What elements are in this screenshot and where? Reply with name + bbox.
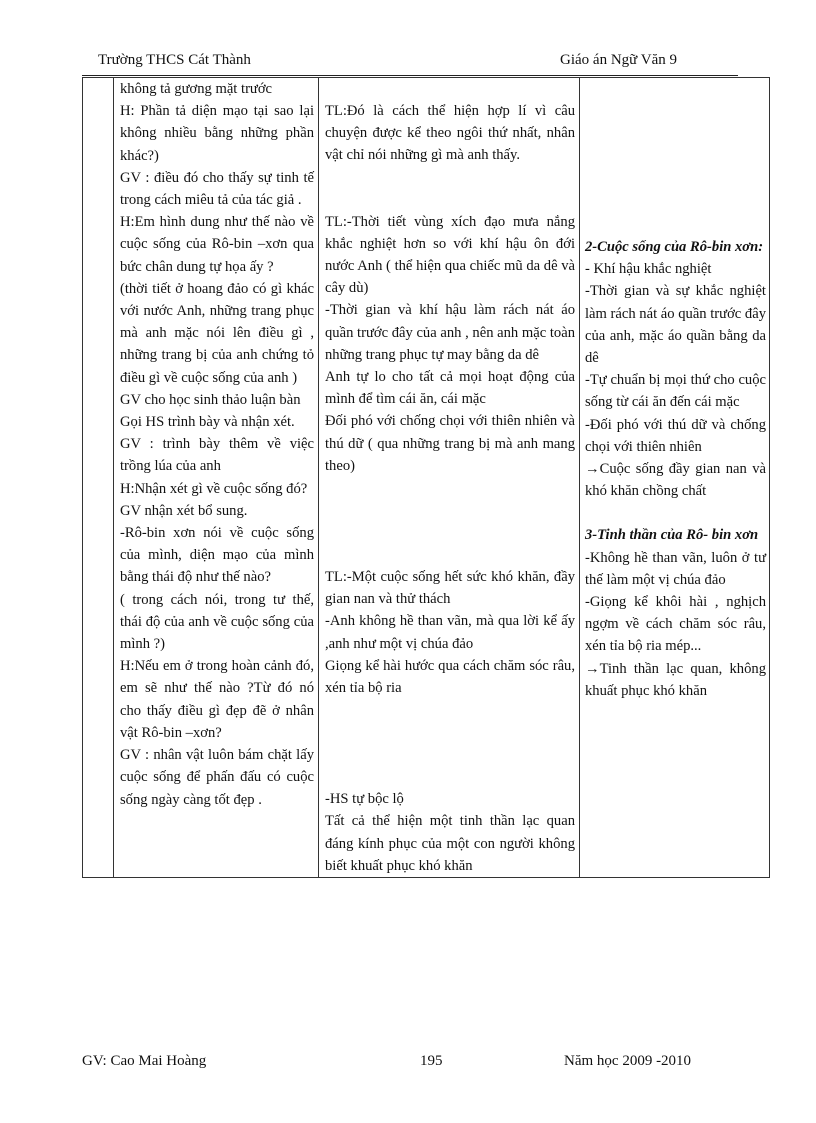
student-answer: TL:-Một cuộc sống hết sức khó khăn, đầy gian nan và thử thách xyxy=(325,569,575,608)
student-answer: -Thời gian và khí hậu làm rách nát áo quần trước đây của anh , nên anh mặc toàn những trang phục tự may bằng da dê xyxy=(325,302,575,363)
lesson-content-cell xyxy=(580,78,770,878)
footer-school-year: Năm học 2009 -2010 xyxy=(564,1053,692,1069)
student-answer: TL:-Thời tiết vùng xích đạo mưa nắng khắc nghiệt hơn so với khí hậu ôn đới nước Anh ( thể hiện qua chiếc mũ da dê và cây dù) xyxy=(325,213,575,297)
teacher-question: -Rô-bin xơn nói về cuộc sống của mình, diện mạo của mình bằng thái độ như thế nào? xyxy=(120,525,314,586)
teacher-question: H:Em hình dung như thế nào về cuộc sống của Rô-bin –xơn qua bức chân dung tự họa ấy ? xyxy=(120,214,314,275)
section-3-title: 3-Tinh thần của Rô- bin xơn xyxy=(585,527,759,544)
page-number: 195 xyxy=(420,1053,443,1069)
content-item: -Không hề than vãn, luôn ở tư thế làm một vị chúa đảo xyxy=(585,549,766,588)
teacher-question: H: Phần tả diện mạo tại sao lại không nhiều bằng những phần khác?) xyxy=(120,103,314,164)
student-answer: Giọng kể hài hước qua cách chăm sóc râu, xén tỉa bộ ria xyxy=(325,657,575,697)
teacher-note: GV : điều đó cho thấy sự tinh tế trong cách miêu tả của tác giả . xyxy=(120,169,314,209)
content-summary: →Cuộc sống đầy gian nan và khó khăn chồng chất xyxy=(585,461,766,500)
teacher-note: GV cho học sinh thảo luận bàn xyxy=(120,391,301,408)
content-item: -Tự chuẩn bị mọi thứ cho cuộc sống từ cái ăn đến cái mặc xyxy=(585,372,766,411)
table-row xyxy=(83,78,770,878)
footer-teacher: GV: Cao Mai Hoàng xyxy=(82,1053,207,1069)
teacher-note: GV : trình bày thêm về việc trồng lúa của anh xyxy=(120,436,314,475)
teacher-note: GV : nhân vật luôn bám chặt lấy cuộc sống để phấn đấu có cuộc sống ngày càng tốt đẹp . xyxy=(120,747,314,808)
header-rule xyxy=(82,75,738,76)
header-subject: Giáo án Ngữ Văn 9 xyxy=(560,52,677,68)
blank-column xyxy=(83,78,114,878)
student-answer: Đối phó với chống chọi với thiên nhiên và thú dữ ( qua những trang bị mà anh mang theo) xyxy=(325,413,575,474)
teacher-hint: ( trong cách nói, trong tư thế, thái độ của anh về cuộc sống của mình ?) xyxy=(120,591,314,653)
student-answer: Tất cả thể hiện một tinh thần lạc quan đáng kính phục của một con người không biết khuất phục khó khăn xyxy=(325,813,575,874)
section-2-title: 2-Cuộc sống của Rô-bin xơn: xyxy=(585,239,764,255)
teacher-note: Gọi HS trình bày và nhận xét. xyxy=(120,414,295,431)
student-answer: TL:Đó là cách thể hiện hợp lí vì câu chuyện được kể theo ngôi thứ nhất, nhân vật chỉ nói những gì mà anh thấy. xyxy=(325,103,575,164)
teacher-question: H:Nhận xét gì về cuộc sống đó? xyxy=(120,480,308,497)
content-item: -Giọng kể khôi hài , nghịch ngợm về cách chăm sóc râu, xén tỉa bộ ria mép... xyxy=(585,594,766,655)
teacher-hint: (thời tiết ở hoang đảo có gì khác với nước Anh, những trang phục mà anh mặc nói lên điều gì , những trang bị của anh chứng tỏ điều gì về cuộc sống của anh ) xyxy=(120,280,314,386)
teacher-line: không tả gương mặt trước xyxy=(120,81,273,97)
teacher-note: GV nhận xét bổ sung. xyxy=(120,502,248,519)
header-school: Trường THCS Cát Thành xyxy=(98,52,251,68)
student-activity-cell xyxy=(319,78,580,878)
content-item: - Khí hậu khắc nghiệt xyxy=(585,261,712,278)
student-answer: Anh tự lo cho tất cả mọi hoạt động của mình để tìm cái ăn, cái mặc xyxy=(325,369,575,408)
teacher-activity-cell xyxy=(114,78,319,878)
lesson-table xyxy=(82,77,770,878)
student-answer: -Anh không hề than vãn, mà qua lời kể ấy ,anh như một vị chúa đảo xyxy=(325,613,575,652)
content-summary: →Tinh thần lạc quan, không khuất phục khó khăn xyxy=(585,660,766,699)
content-item: -Thời gian và sự khắc nghiệt làm rách nát áo quần trước đây của anh, mặc áo quần bằng da dê xyxy=(585,283,766,367)
content-item: -Đối phó với thú dữ và chống chọi với thiên nhiên xyxy=(585,416,766,455)
student-answer: -HS tự bộc lộ xyxy=(325,791,404,808)
teacher-question: H:Nếu em ở trong hoàn cảnh đó, em sẽ như thế nào ?Từ đó nó cho thấy điều gì đẹp đẽ ở nhân vật Rô-bin –xơn? xyxy=(120,658,314,741)
